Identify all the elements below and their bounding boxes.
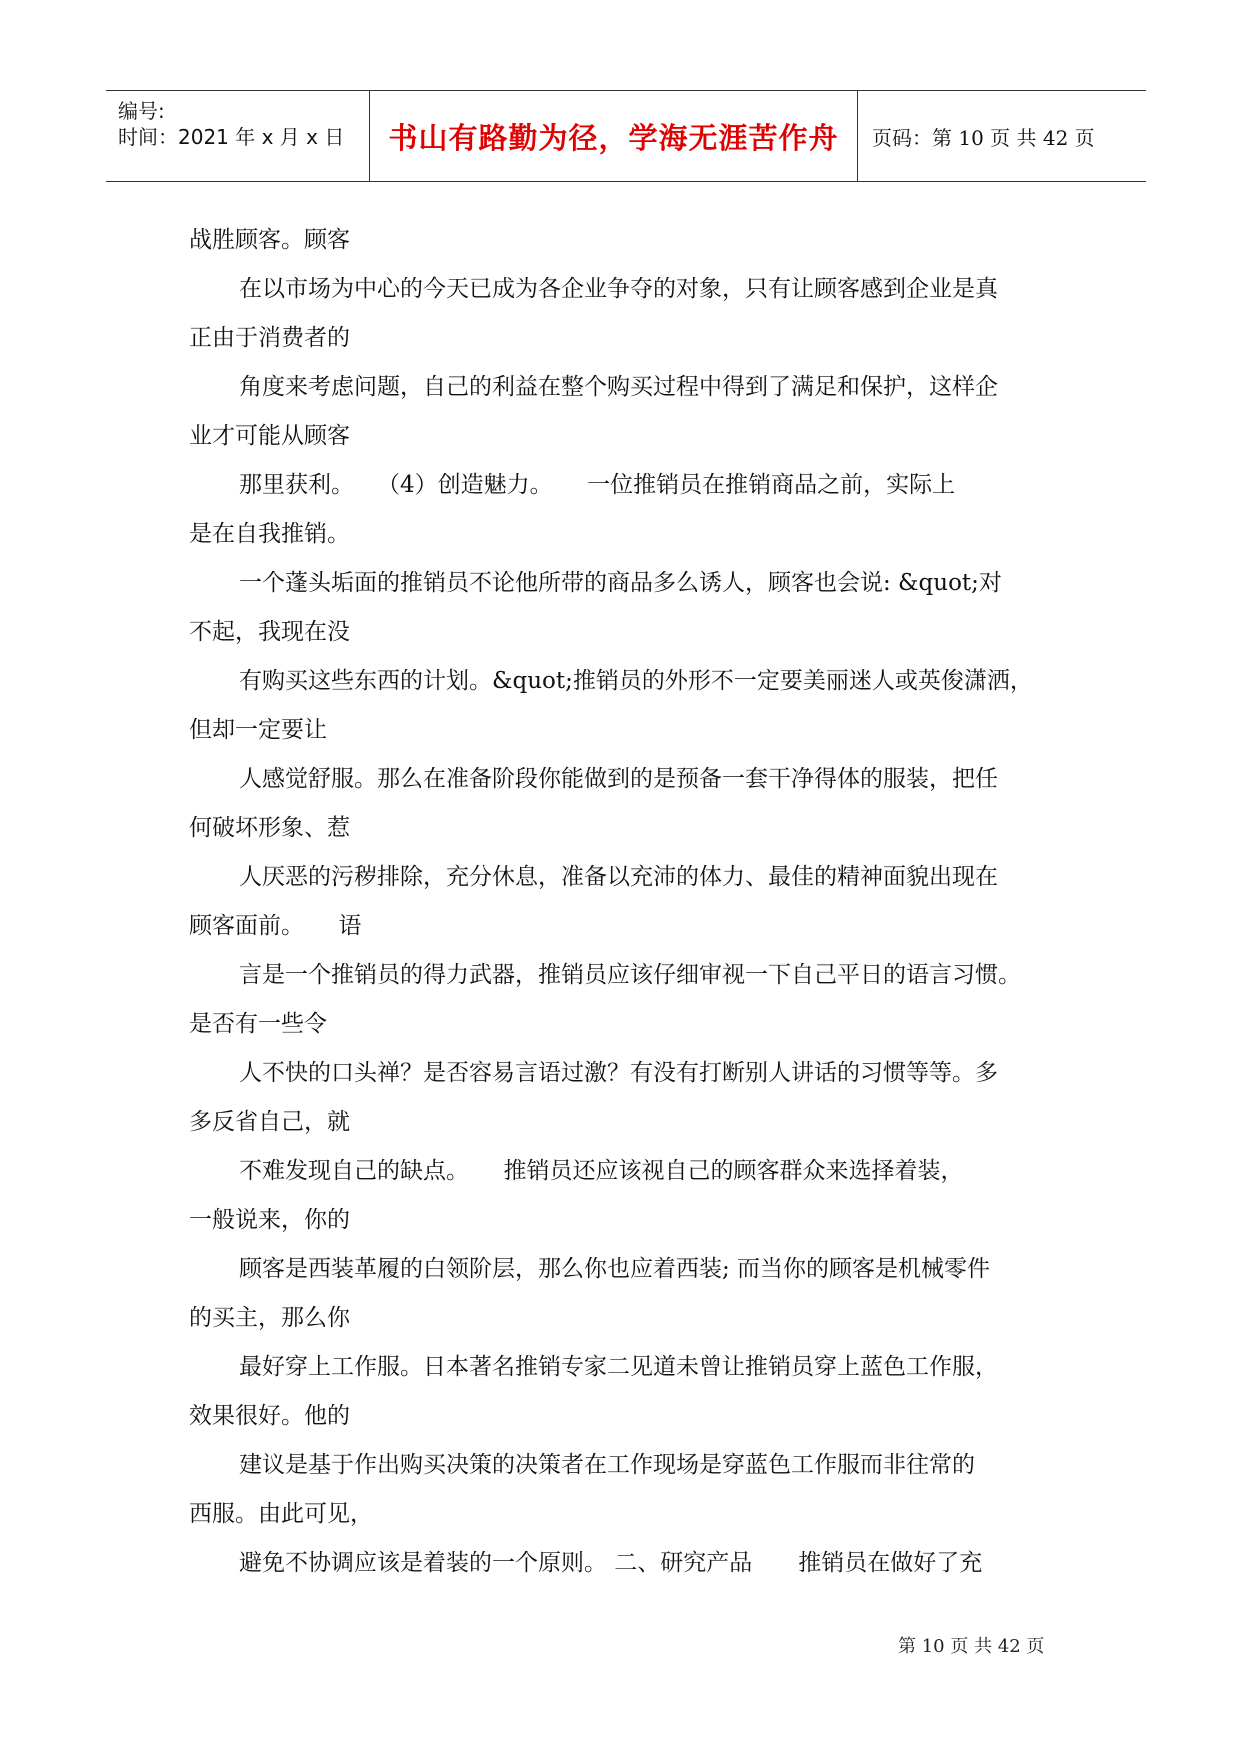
header-motto: 书山有路勤为径，学海无涯苦作舟 (370, 91, 858, 181)
header-meta-cell (106, 91, 370, 181)
body-text-line: 是在自我推销。 (189, 521, 350, 547)
body-text-line: 避免不协调应该是着装的一个原则。 二、研究产品 推销员在做好了充 (239, 1550, 983, 1576)
body-text-line: 人厌恶的污秽排除，充分休息，准备以充沛的体力、最佳的精神面貌出现在 (239, 864, 998, 890)
body-text-line: 的买主，那么你 (189, 1305, 350, 1331)
document-body (189, 216, 1061, 1588)
body-text-line: 顾客是西装革履的白领阶层，那么你也应着西装; 而当你的顾客是机械零件 (239, 1256, 991, 1282)
page-footer-number: 第 10 页 共 42 页 (898, 1636, 1045, 1657)
body-text-line: 建议是基于作出购买决策的决策者在工作现场是穿蓝色工作服而非往常的 (239, 1452, 975, 1478)
body-text-line: 何破坏形象、惹 (189, 815, 350, 841)
body-text-line: 多反省自己，就 (189, 1109, 350, 1135)
body-text-line: 有购买这些东西的计划。&quot;推销员的外形不一定要美丽迷人或英俊潇洒， (239, 668, 1033, 694)
document-number-label: 编号: (118, 99, 165, 123)
page-header (106, 90, 1146, 182)
body-text-line: 正由于消费者的 (189, 325, 350, 351)
body-text-line: 角度来考虑问题，自己的利益在整个购买过程中得到了满足和保护，这样企 (239, 374, 998, 400)
body-text-line: 战胜顾客。顾客 (189, 227, 350, 253)
body-text-line: 效果很好。他的 (189, 1403, 350, 1429)
body-text-line: 人感觉舒服。那么在准备阶段你能做到的是预备一套干净得体的服装，把任 (239, 766, 998, 792)
body-text-line: 不起，我现在没 (189, 619, 350, 645)
body-text-line: 业才可能从顾客 (189, 423, 350, 449)
body-text-line: 在以市场为中心的今天已成为各企业争夺的对象，只有让顾客感到企业是真 (239, 276, 998, 302)
body-text-line: 但却一定要让 (189, 717, 327, 743)
body-text-line: 西服。由此可见， (189, 1501, 373, 1527)
body-text-line: 言是一个推销员的得力武器，推销员应该仔细审视一下自己平日的语言习惯。 (239, 962, 1021, 988)
header-page-info: 页码：第 10 页 共 42 页 (872, 125, 1095, 150)
body-text-line: 一个蓬头垢面的推销员不论他所带的商品多么诱人，顾客也会说: &quot;对 (239, 570, 1002, 596)
body-text-line: 一般说来，你的 (189, 1207, 350, 1233)
body-text-line: 人不快的口头禅？是否容易言语过激？有没有打断别人讲话的习惯等等。多 (239, 1060, 998, 1086)
body-text-line: 顾客面前。 语 (189, 913, 362, 939)
document-time-label: 时间：2021 年 x 月 x 日 (118, 125, 345, 149)
body-text-line: 最好穿上工作服。日本著名推销专家二见道未曾让推销员穿上蓝色工作服， (239, 1354, 998, 1380)
body-text-line: 是否有一些令 (189, 1011, 327, 1037)
body-text-line: 那里获利。 （4）创造魅力。 一位推销员在推销商品之前，实际上 (239, 472, 956, 498)
body-text-line: 不难发现自己的缺点。 推销员还应该视自己的顾客群众来选择着装， (239, 1158, 964, 1184)
